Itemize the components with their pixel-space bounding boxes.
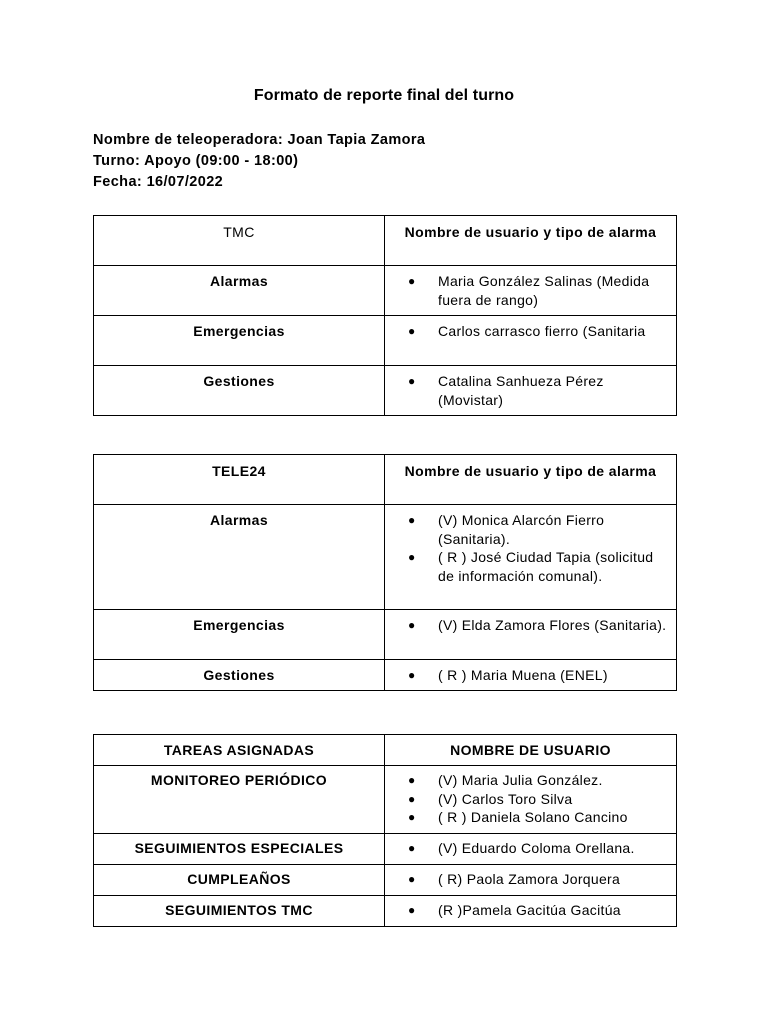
column-header: TELE24 (94, 455, 385, 505)
operator-name: Nombre de teleoperadora: Joan Tapia Zamora (93, 132, 426, 148)
list-item: ● (V) Monica Alarcón Fierro (Sanitaria). (408, 512, 605, 547)
list-item: ● ( R ) José Ciudad Tapia (solicitud de información comunal). (408, 549, 654, 584)
table-row (94, 896, 677, 927)
table-row (94, 766, 677, 834)
list-item: ● Carlos carrasco fierro (Sanitaria (408, 323, 646, 339)
table-header-row (94, 455, 677, 505)
row-items (385, 896, 677, 927)
row-items (385, 660, 677, 691)
column-header: Nombre de usuario y tipo de alarma (385, 455, 677, 505)
bullet-icon: ● (408, 903, 416, 917)
bullet-icon: ● (408, 513, 416, 527)
list-item: ● Maria González Salinas (Medida fuera de rango) (408, 273, 650, 308)
row-label: SEGUIMIENTOS ESPECIALES (94, 834, 385, 865)
row-items (385, 316, 677, 366)
shift: Turno: Apoyo (09:00 - 18:00) (93, 153, 299, 169)
table-row (94, 316, 677, 366)
tareas-table (93, 734, 677, 927)
row-items (385, 834, 677, 865)
row-label: Gestiones (94, 366, 385, 416)
bullet-icon: ● (408, 550, 416, 564)
row-items (385, 505, 677, 610)
table-row (94, 610, 677, 660)
bullet-icon: ● (408, 872, 416, 886)
column-header: TMC (94, 216, 385, 266)
column-header: NOMBRE DE USUARIO (385, 735, 677, 766)
bullet-icon: ● (408, 668, 416, 682)
row-label: SEGUIMIENTOS TMC (94, 896, 385, 927)
row-items (385, 766, 677, 834)
row-label: Alarmas (94, 505, 385, 610)
row-label: Emergencias (94, 610, 385, 660)
column-header: Nombre de usuario y tipo de alarma (385, 216, 677, 266)
list-item: ● (V) Carlos Toro Silva (408, 790, 573, 807)
row-label: MONITOREO PERIÓDICO (94, 766, 385, 834)
list-item: ● (V) Eduardo Coloma Orellana. (408, 840, 635, 856)
bullet-icon: ● (408, 324, 416, 338)
row-items (385, 266, 677, 316)
bullet-icon: ● (408, 791, 416, 806)
list-item: ● (R )Pamela Gacitúa Gacitúa (408, 902, 621, 918)
table-row (94, 505, 677, 610)
tele24-table (93, 454, 677, 691)
list-item: ● Catalina Sanhueza Pérez (Movistar) (408, 373, 604, 408)
list-item: ● (V) Elda Zamora Flores (Sanitaria). (408, 617, 667, 633)
list-item: ● ( R) Paola Zamora Jorquera (408, 871, 621, 887)
bullet-icon: ● (408, 618, 416, 632)
row-label: Alarmas (94, 266, 385, 316)
document-title: Formato de reporte final del turno (253, 87, 515, 104)
row-label: Gestiones (94, 660, 385, 691)
tmc-table (93, 215, 677, 416)
table-row (94, 266, 677, 316)
table-row (94, 660, 677, 691)
bullet-icon: ● (408, 374, 416, 388)
bullet-icon: ● (408, 810, 416, 824)
bullet-icon: ● (408, 274, 416, 288)
report-info (93, 130, 425, 193)
bullet-icon: ● (408, 841, 416, 855)
table-header-row (94, 735, 677, 766)
table-row (94, 865, 677, 896)
row-items (385, 366, 677, 416)
list-item: ● (V) Maria Julia González. (408, 772, 603, 788)
table-header-row (94, 216, 677, 266)
bullet-icon: ● (408, 773, 416, 787)
row-label: CUMPLEAÑOS (94, 865, 385, 896)
list-item: ● ( R ) Daniela Solano Cancino (408, 809, 628, 825)
row-items (385, 610, 677, 660)
table-row (94, 834, 677, 865)
column-header: TAREAS ASIGNADAS (94, 735, 385, 766)
row-label: Emergencias (94, 316, 385, 366)
list-item: ● ( R ) Maria Muena (ENEL) (408, 667, 608, 683)
report-date: Fecha: 16/07/2022 (93, 174, 224, 190)
table-row (94, 366, 677, 416)
row-items (385, 865, 677, 896)
